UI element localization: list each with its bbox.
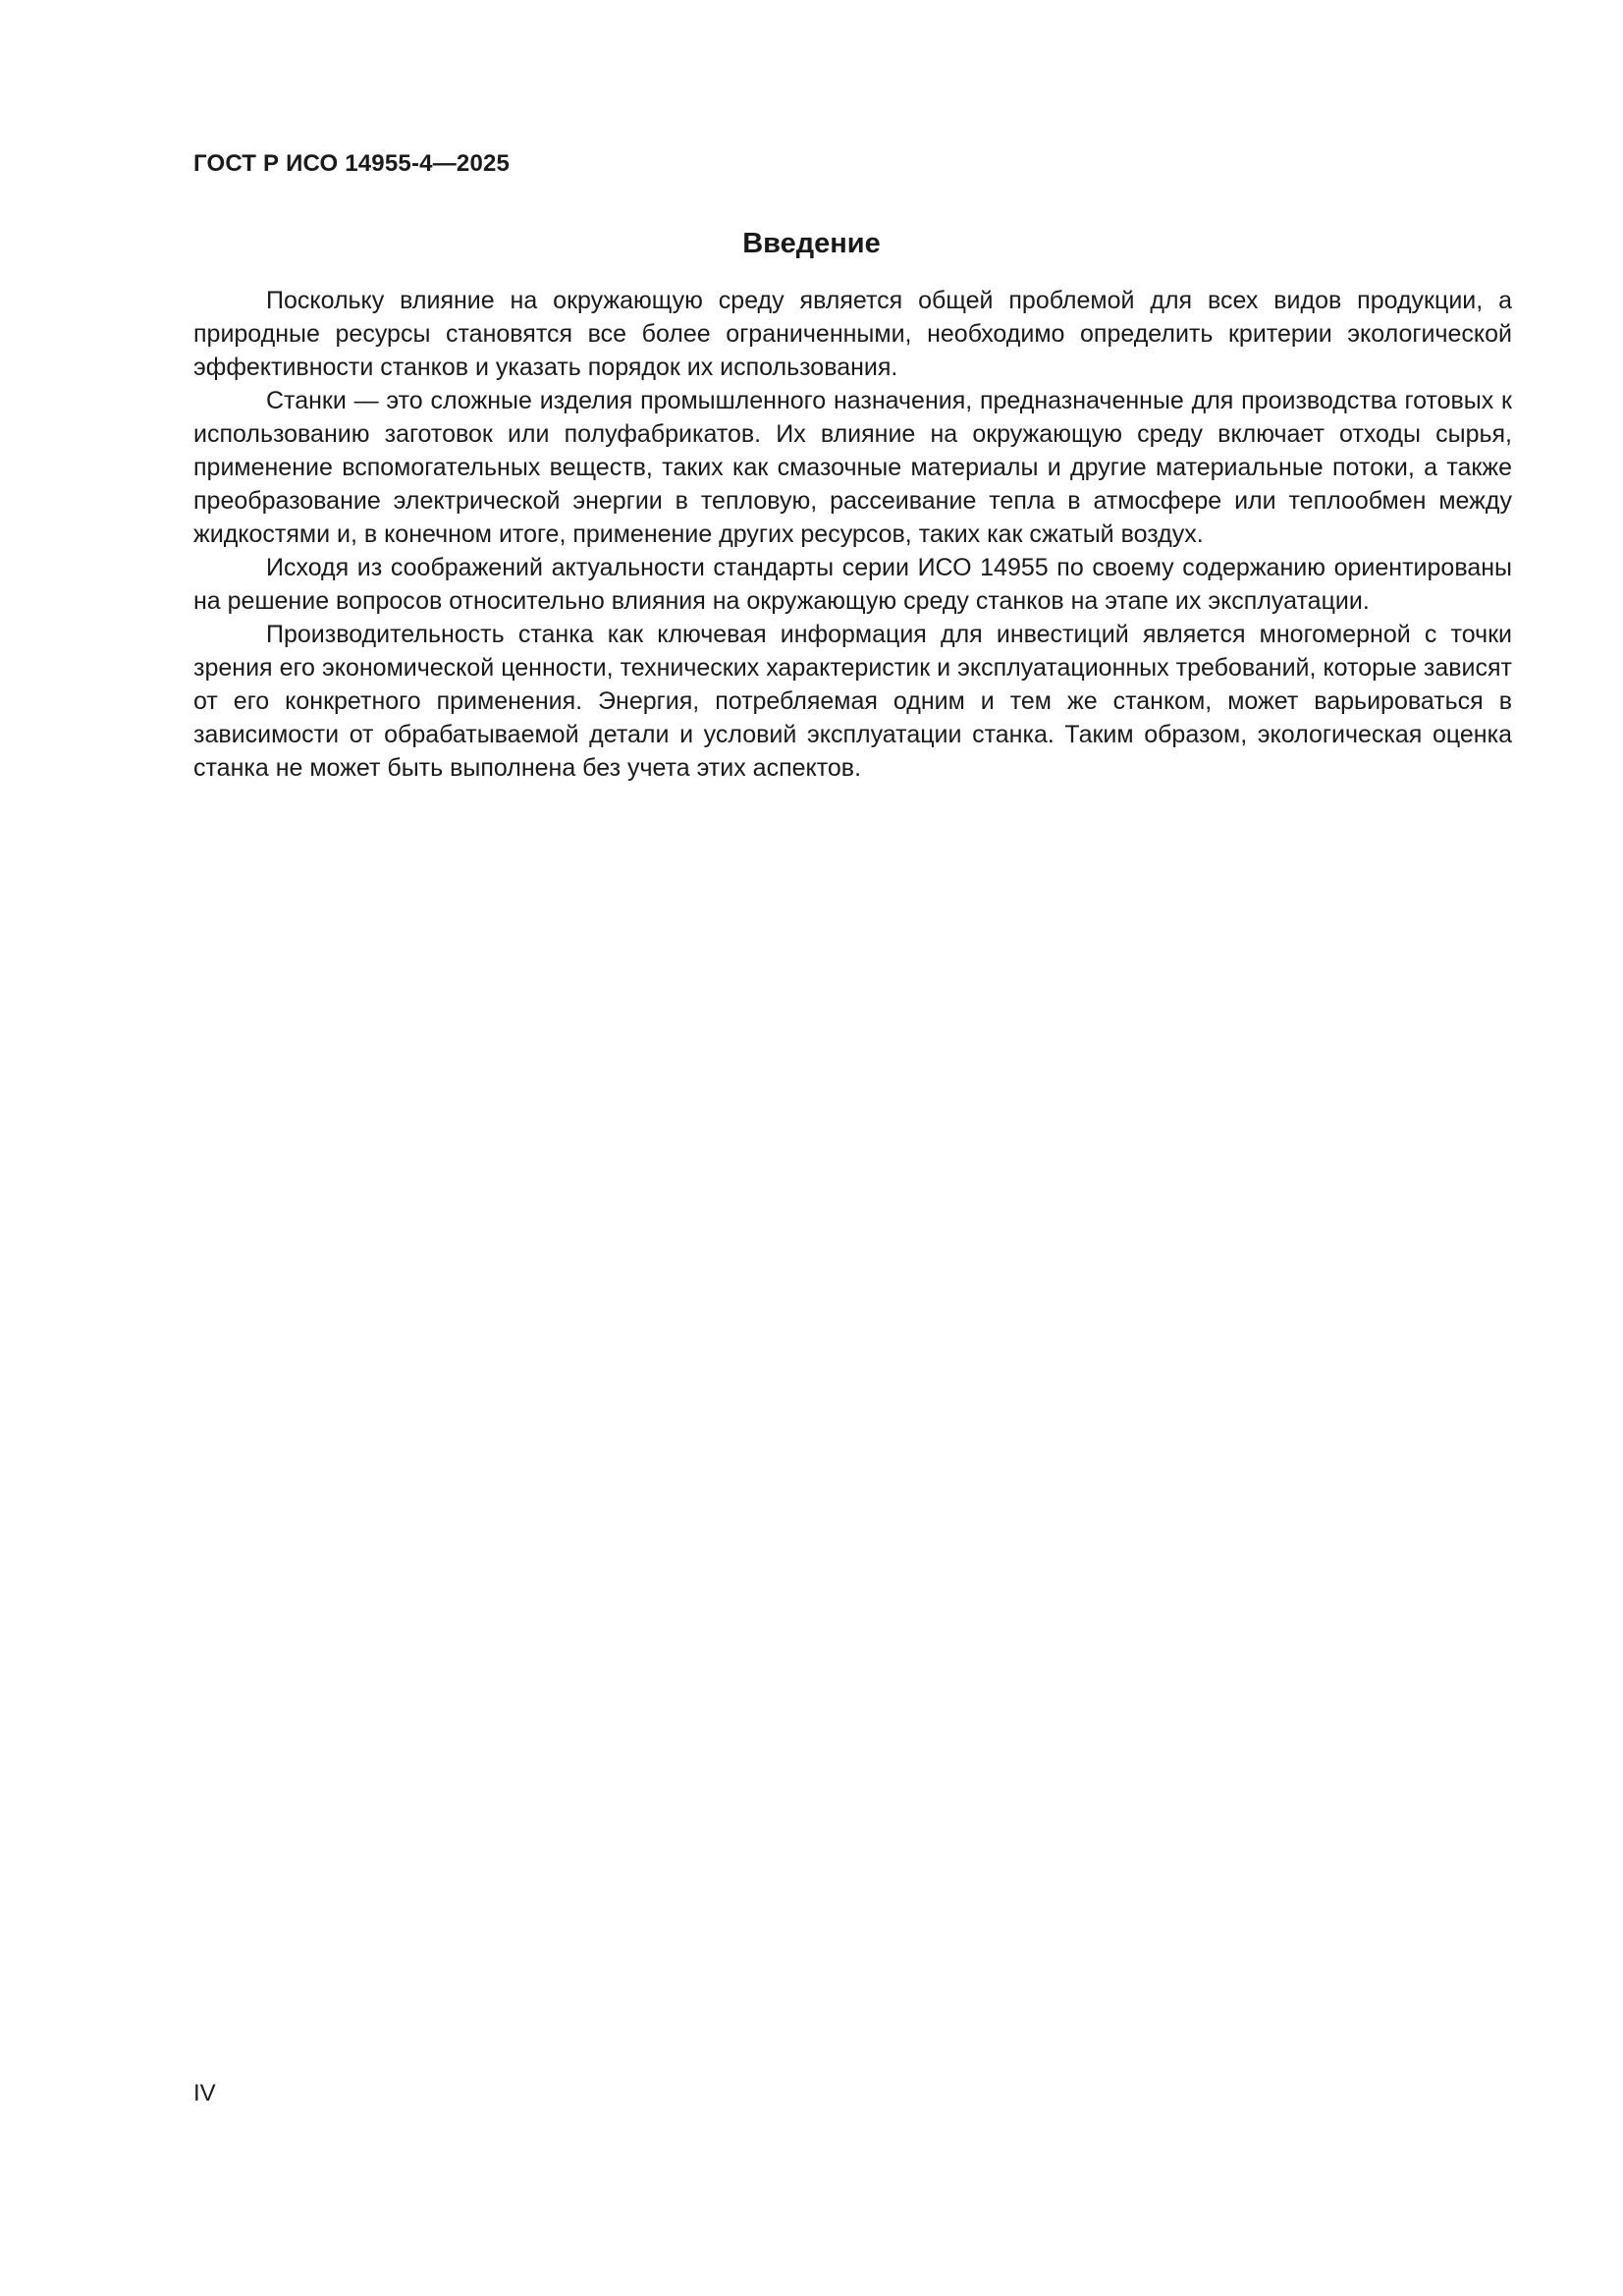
paragraph-3: Исходя из соображений актуальности стандарты серии ИСО 14955 по своему содержанию ориентированы на решение вопросов относительно влияния на окружающую среду станков на этапе их эксплуатации. [193, 554, 1512, 615]
paragraph-2: Станки — это сложные изделия промышленного назначения, предназначенные для производства готовых к использованию заготовок или полуфабрикатов. Их влияние на окружающую среду включает отходы сырья, применение вспомогательных веществ, таких как смазочные материалы и другие материальные потоки, а также преобразование электрической энергии в тепловую, рассеивание тепла в атмосфере или теплообмен между жидкостями и, в конечном итоге, применение других ресурсов, таких как сжатый воздух. [193, 387, 1512, 548]
page-number: IV [193, 2080, 216, 2106]
paragraph-1: Поскольку влияние на окружающую среду является общей проблемой для всех видов продукции, а природные ресурсы становятся все более ограниченными, необходимо определить критерии экологической эффективности станков и указать порядок их использования. [193, 287, 1512, 381]
section-body [193, 284, 1512, 785]
paragraph-4: Производительность станка как ключевая информация для инвестиций является многомерной с точки зрения его экономической ценности, технических характеристик и эксплуатационных требований, которые зависят от его конкретного применения. Энергия, потребляемая одним и тем же станком, может варьироваться в зависимости от обрабатываемой детали и условий эксплуатации станка. Таким образом, экологическая оценка станка не может быть выполнена без учета этих аспектов. [193, 621, 1512, 782]
document-code: ГОСТ Р ИСО 14955-4—2025 [193, 150, 511, 177]
section-title: Введение [742, 228, 881, 259]
